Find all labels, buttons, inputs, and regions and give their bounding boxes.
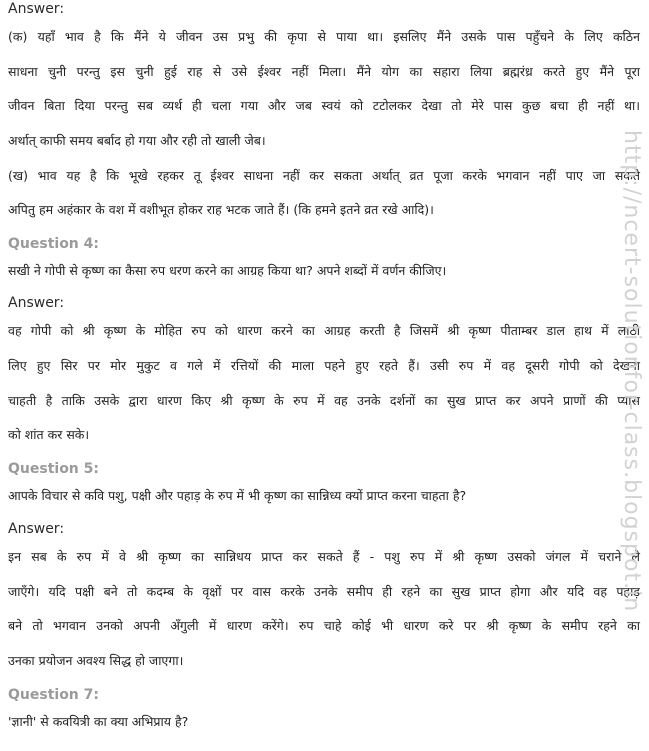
- answer-text-line: लिए हुए सिर पर मोर मुकुट व गले में रत्तियों की माला पहने हुए रहते हैं। उसी रुप में वह दूसरी गोपी को देखना: [8, 358, 640, 373]
- answer-text-line: जीवन बिता दिया परन्तु सब व्यर्थ ही चला गया और जब स्वयं को टटोलकर देखा तो मेरे पास कुछ बचा ही नहीं था।: [8, 98, 640, 113]
- answer-text-line: को शांत कर सके।: [8, 427, 90, 442]
- answer-label: Answer:: [8, 521, 65, 537]
- question-text: आपके विचार से कवि पशु, पक्षी और पहाड़ के रुप में भी कृष्ण का सान्निध्य क्यों प्राप्त करना चाहता है?: [8, 488, 467, 503]
- answer-text-line: चाहती है ताकि उसके द्वारा धारण किए श्री कृष्ण के रुप में वह उनके दर्शनों का सुख प्राप्त कर अपने प्राणों की प्यास: [8, 393, 640, 408]
- answer-text-line: इन सब के रुप में वे श्री कृष्ण का सान्निधय प्राप्त कर सकते हैं - पशु रुप में श्री कृष्ण उसको जंगल में चराने ले: [8, 549, 640, 564]
- answer-text-line: बने तो भगवान उनको अपनी अँगुली में धारण करेंगे। रुप चाहे कोई भी धारण करे पर श्री कृष्ण के समीप रहने का: [8, 618, 640, 633]
- answer-text-line: उनका प्रयोजन अवश्य सिद्ध हो जाएगा।: [8, 653, 184, 668]
- answer-text-line: (क) यहाँ भाव है कि मैंने ये जीवन उस प्रभु की कृपा से पाया था। इसलिए मैंने उसके पास पहुँचने के लिए कठिन: [8, 29, 640, 44]
- answer-text-line: जाएँगे। यदि पक्षी बने तो कदम्ब के वृक्षों पर वास करके उनके समीप ही रहने का सुख प्राप्त होगा और यदि वह पहाड़: [8, 584, 640, 599]
- watermark-url: http://ncert-solutionfor-class.blogspot.in: [619, 130, 644, 613]
- question-heading: Question 5:: [8, 461, 99, 477]
- question-heading: Question 7:: [8, 687, 99, 703]
- document-page: [8, 0, 644, 751]
- watermark: [619, 130, 647, 650]
- question-text: सखी ने गोपी से कृष्ण का कैसा रुप धरण करने का आग्रह किया था? अपने शब्दों में वर्णन कीजिए।: [8, 263, 447, 278]
- answer-label: Answer:: [8, 295, 65, 311]
- answer-label: Answer:: [8, 1, 65, 17]
- answer-text-line: साधना चुनी परन्तु इस चुनी हुई राह से उसे ईश्वर नहीं मिला। मैंने योग का सहारा लिया ब्रह्मरंध्र करते हुए मैंने पूरा: [8, 64, 640, 79]
- answer-text-line: अपितु हम अहंकार के वश में वशीभूत होकर राह भटक जाते हैं। (कि हमने इतने व्रत रखे आदि)।: [8, 202, 434, 217]
- answer-text-line: वह गोपी को श्री कृष्ण के मोहित रुप को धारण करने का आग्रह करती है जिसमें श्री कृष्ण पीताम्बर डाल हाथ में लाठी: [8, 323, 640, 338]
- question-text: 'ज्ञानी' से कवयित्री का क्या अभिप्राय है?: [8, 714, 189, 729]
- question-heading: Question 4:: [8, 236, 99, 252]
- answer-text-line: अर्थात्‌ काफी समय बर्बाद हो गया और रही तो खाली जेब।: [8, 133, 266, 148]
- answer-text-line: (ख) भाव यह है कि भूखे रहकर तू ईश्वर साधना नहीं कर सकता अर्थात्‌ व्रत पूजा करके भगवान नहीं पाए जा सकते: [8, 168, 640, 183]
